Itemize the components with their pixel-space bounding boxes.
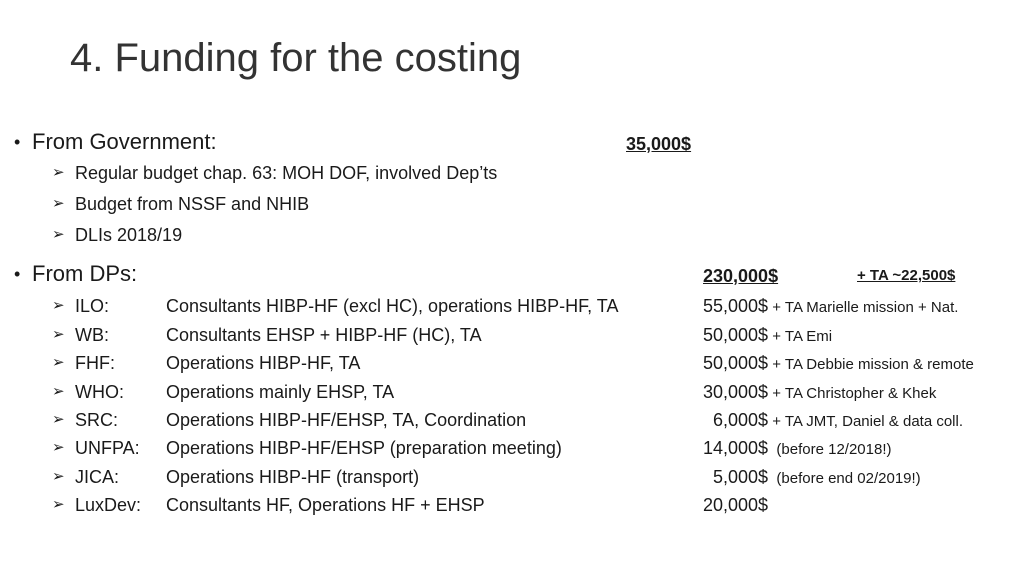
dp-amount: 30,000$ — [703, 382, 769, 402]
dp-org: UNFPA: — [75, 438, 140, 458]
dp-amount-cell — [703, 292, 958, 322]
dps-total: 230,000$ — [703, 266, 779, 286]
arrow-bullet-icon: ➢ — [52, 496, 65, 513]
dp-amount: 14,000$ — [703, 438, 769, 458]
dps-label: From DPs: — [32, 261, 138, 286]
dp-amount-cell — [703, 378, 936, 408]
dp-desc: Consultants HF, Operations HF + EHSP — [166, 495, 485, 515]
dp-amount: 55,000$ — [703, 296, 769, 316]
arrow-bullet-icon: ➢ — [52, 468, 65, 485]
dp-org: WHO: — [75, 382, 124, 402]
arrow-bullet-icon: ➢ — [52, 195, 65, 212]
arrow-bullet-icon: ➢ — [52, 326, 65, 343]
bullet-dot-icon: • — [14, 264, 21, 284]
dp-org: ILO: — [75, 296, 110, 316]
dp-amount: 5,000$ — [703, 467, 769, 487]
dp-org: FHF: — [75, 353, 115, 373]
arrow-bullet-icon: ➢ — [52, 354, 65, 371]
dp-note: + TA Christopher & Khek — [768, 385, 937, 402]
dp-amount-cell — [703, 349, 974, 379]
arrow-bullet-icon: ➢ — [52, 439, 65, 456]
arrow-bullet-icon: ➢ — [52, 297, 65, 314]
dp-amount-cell — [703, 406, 963, 436]
government-item-text: Regular budget chap. 63: MOH DOF, involved Dep’ts — [75, 163, 498, 183]
government-label: From Government: — [32, 129, 217, 154]
dp-note: (before 12/2018!) — [768, 441, 892, 458]
dp-org: WB: — [75, 325, 109, 345]
dp-desc: Operations HIBP-HF (transport) — [166, 467, 420, 487]
dp-note: (before end 02/2019!) — [768, 470, 921, 487]
dp-note: + TA Emi — [768, 328, 833, 345]
dp-org: JICA: — [75, 467, 120, 487]
dp-amount-cell — [703, 434, 892, 464]
dp-desc: Operations HIBP-HF/EHSP (preparation meeting) — [166, 438, 562, 458]
government-total: 35,000$ — [626, 134, 692, 154]
bullet-dot-icon: • — [14, 132, 21, 152]
dps-total-ta: + TA ~22,500$ — [857, 267, 956, 284]
dp-amount-cell — [703, 463, 921, 493]
arrow-bullet-icon: ➢ — [52, 411, 65, 428]
dp-desc: Operations HIBP-HF, TA — [166, 353, 361, 373]
dp-amount-cell — [703, 321, 832, 351]
dp-org: SRC: — [75, 410, 119, 430]
dp-org: LuxDev: — [75, 495, 142, 515]
dp-desc: Consultants EHSP + HIBP-HF (HC), TA — [166, 325, 482, 345]
government-item-text: DLIs 2018/19 — [75, 225, 183, 245]
dp-desc: Operations mainly EHSP, TA — [166, 382, 395, 402]
dp-note: + TA Debbie mission & remote — [768, 356, 974, 373]
arrow-bullet-icon: ➢ — [52, 164, 65, 181]
arrow-bullet-icon: ➢ — [52, 226, 65, 243]
dp-desc: Operations HIBP-HF/EHSP, TA, Coordination — [166, 410, 527, 430]
arrow-bullet-icon: ➢ — [52, 383, 65, 400]
dp-amount: 20,000$ — [703, 495, 769, 515]
dp-amount: 50,000$ — [703, 353, 769, 373]
dp-note: + TA JMT, Daniel & data coll. — [768, 413, 964, 430]
dp-amount-cell — [703, 491, 768, 521]
dp-desc: Consultants HIBP-HF (excl HC), operations HIBP-HF, TA — [166, 296, 619, 316]
slide-title: 4. Funding for the costing — [70, 36, 522, 80]
dp-amount: 50,000$ — [703, 325, 769, 345]
dp-note: + TA Marielle mission + Nat. — [768, 299, 959, 316]
dp-amount: 6,000$ — [703, 410, 769, 430]
government-item-text: Budget from NSSF and NHIB — [75, 194, 310, 214]
